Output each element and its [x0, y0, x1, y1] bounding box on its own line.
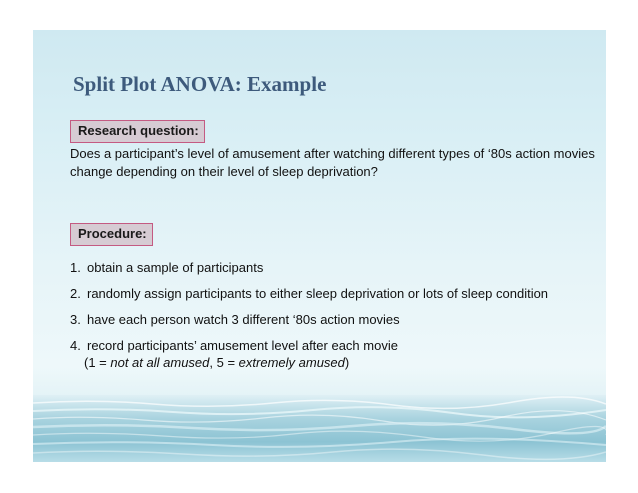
scale-middle: , 5 = [209, 355, 239, 370]
research-question-text: Does a participant’s level of amusement after watching different types of ‘80s action movies change depending on their level of sleep deprivation? [70, 146, 595, 179]
procedure-step-1 [70, 259, 548, 276]
step-text: obtain a sample of participants [87, 260, 264, 275]
step-number: 1. [70, 260, 81, 275]
amusement-scale-note [70, 354, 548, 371]
step-number: 2. [70, 286, 81, 301]
research-question-label: Research question: [70, 120, 205, 143]
step-text: record participants’ amusement level after each movie [87, 338, 398, 353]
step-number: 3. [70, 312, 81, 327]
scale-high-label: extremely amused [238, 355, 345, 370]
slide [33, 30, 606, 462]
procedure-label: Procedure: [70, 223, 153, 246]
slide-title: Split Plot ANOVA: Example [73, 72, 327, 96]
water-decoration [33, 395, 606, 462]
procedure-steps [70, 259, 548, 380]
procedure-step-4 [70, 337, 548, 371]
scale-close: ) [344, 355, 350, 370]
scale-open: (1 = [84, 355, 111, 370]
scale-low-label: not at all amused [110, 355, 210, 370]
procedure-step-3 [70, 311, 548, 328]
step-text: randomly assign participants to either sleep deprivation or lots of sleep condition [87, 286, 549, 301]
step-number: 4. [70, 338, 81, 353]
procedure-step-2 [70, 285, 548, 302]
step-text: have each person watch 3 different ‘80s action movies [87, 312, 400, 327]
